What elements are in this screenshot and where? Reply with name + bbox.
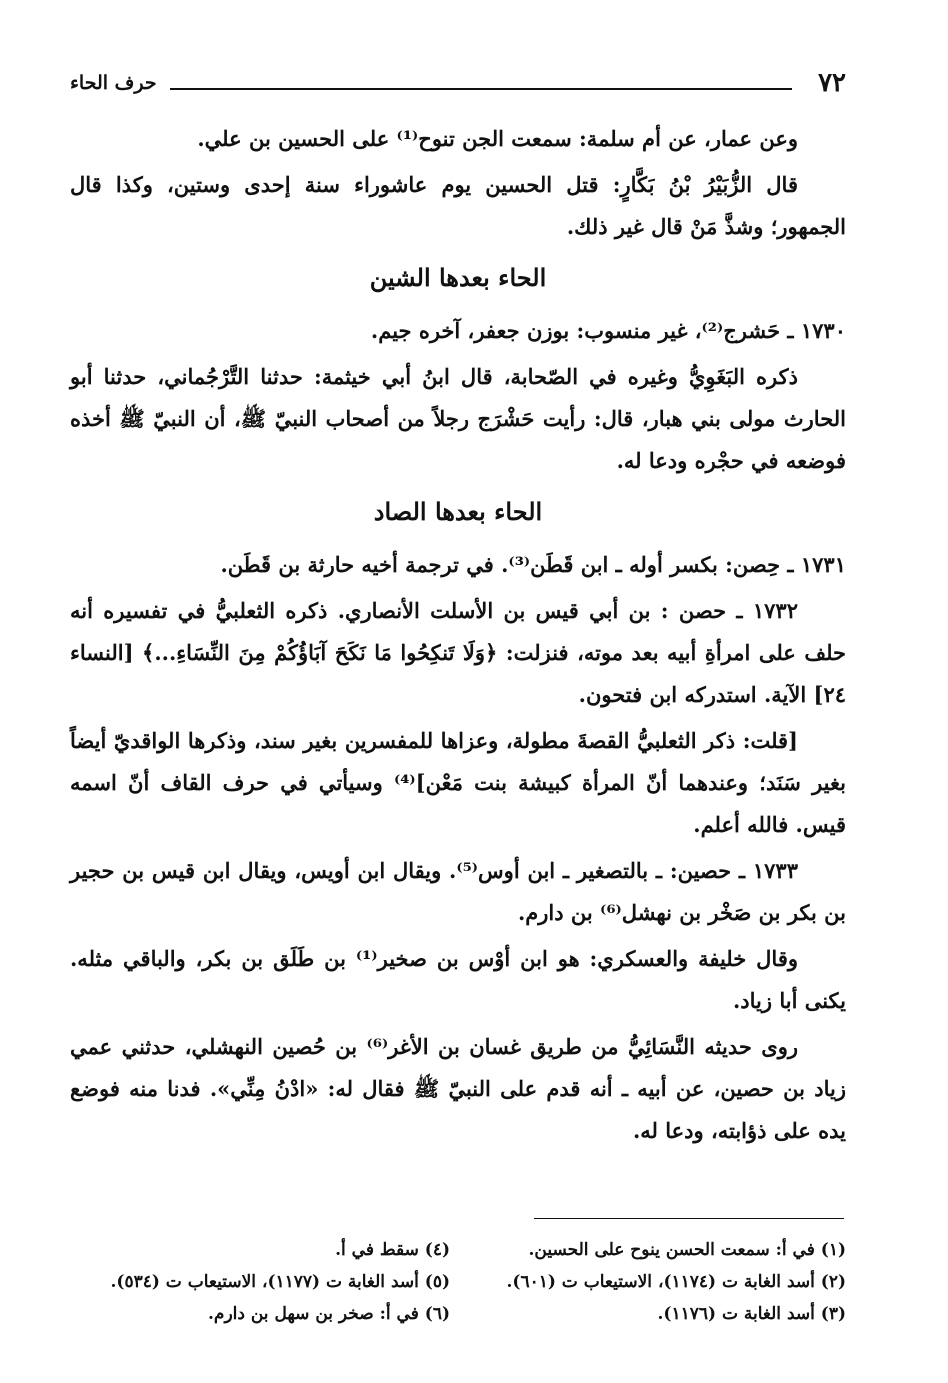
main-text (70, 118, 846, 1156)
section-heading-sad: الحاء بعدها الصاد (373, 497, 543, 526)
entry-1733: ١٧٣٣ ـ حصين: ـ بالتصغير ـ ابن أوس⁽⁵⁾. ويقال ابن أويس، ويقال ابن قيس بن حجير بن بكر بن صَخْر بن نهشل⁽⁶⁾ بن دارم. (70, 858, 846, 925)
footnote-1: (١) في أ: سمعت الحسن ينوح على الحسين. (528, 1240, 846, 1260)
entry-1731: ١٧٣١ ـ حِصن: بكسر أوله ـ ابن قَطَن⁽³⁾. في ترجمة أخيه حارثة بن قَطَن. (220, 552, 846, 577)
section-heading-shin: الحاء بعدها الشين (369, 263, 547, 292)
header-rule (170, 88, 792, 90)
note-1732: [قلت: ذكر الثعلبيُّ القصةَ مطولة، وعزاها للمفسرين بغير سند، وذكرها الواقديّ أيضاً بغير سَنَد؛ وعندهما أنّ المرأة كبيشة بنت مَعْن]⁽⁴⁾ وسيأتي في حرف القاف أنّ اسمه قيس. فالله أعلم. (70, 728, 846, 837)
paragraph-khalifa: وقال خليفة والعسكري: هو ابن أوْس بن صخير⁽¹⁾ بن طَلَق بن بكر، والباقي مثله. يكنى أبا زياد. (70, 946, 846, 1013)
entry-1730: ١٧٣٠ ـ حَشرج⁽²⁾، غير منسوب: بوزن جعفر، آخره جيم. (370, 318, 846, 343)
footnote-rule (534, 1218, 844, 1219)
footnote-2: (٢) أسد الغابة ت (١١٧٤)، الاستيعاب ت (٦٠١). (506, 1272, 846, 1292)
page-number: ٧٢ (818, 68, 846, 98)
footnote-4: (٤) سقط في أ. (335, 1240, 450, 1260)
paragraph-ammar: وعن عمار، عن أم سلمة: سمعت الجن تنوح⁽¹⁾ على الحسين بن علي. (197, 126, 798, 151)
page-header (70, 66, 850, 100)
footnote-6: (٦) في أ: صخر بن سهل بن دارم. (208, 1304, 450, 1324)
footnotes-left-column (70, 1234, 450, 1330)
paragraph-1730-body: ذكره البَغَوِيُّ وغيره في الصّحابة، قال ابنُ أبي خيثمة: حدثنا التَّرْجُماني، حدثنا أبو الحارث مولى بني هبار، قال: رأيت حَشْرَج رجلاً من أصحاب النبيّ ﷺ، أن النبيّ ﷺ أخذه فوضعه في حجْره ودعا له. (70, 364, 846, 473)
running-head: حرف الحاء (70, 72, 157, 94)
entry-1732: ١٧٣٢ ـ حصن : بن أبي قيس بن الأسلت الأنصاري. ذكره الثعلبيُّ في تفسيره أنه حلف على امرأةِ أبيه بعد موته، فنزلت: ﴿وَلَا تَنكِحُوا مَا نَكَحَ آبَاؤُكُمْ مِنَ النِّسَاءِ...﴾ [النساء ٢٤] الآية. استدركه ابن فتحون. (70, 598, 846, 707)
paragraph-nasai: روى حديثه النَّسَائِيُّ من طريق غسان بن الأغر⁽⁶⁾ بن حُصين النهشلي، حدثني عمي زياد بن حصين، عن أبيه ـ أنه قدم على النبيّ ﷺ فقال له: «ادْنُ مِنِّي». فدنا منه فوضع يده على ذؤابته، ودعا له. (70, 1034, 846, 1143)
footnote-5: (٥) أسد الغابة ت (١١٧٧)، الاستيعاب ت (٥٣٤). (110, 1272, 450, 1292)
footnote-3: (٣) أسد الغابة ت (١١٧٦). (657, 1304, 846, 1324)
footnotes-right-column (466, 1234, 846, 1330)
paragraph-zubayr: قال الزُّبَيْرُ بْنُ بَكَّارٍ: قتل الحسين يوم عاشوراء سنة إحدى وستين، وكذا قال الجمهور؛ وشذَّ مَنْ قال غير ذلك. (70, 172, 846, 239)
